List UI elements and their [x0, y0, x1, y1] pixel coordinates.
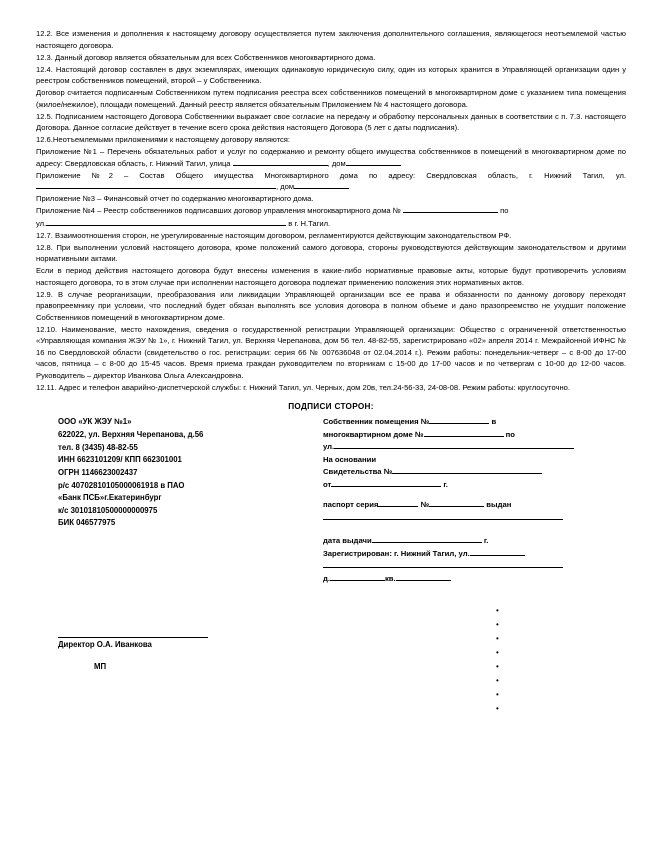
clause-12-8-note: Если в период действия настоящего договора будут внесены изменения в какие-либо нормативные правовые акты, которые будут противоречить условиям настоящего договора, то в этом случае при исполнении настоящего договора подлежат применению положения этих нормативных актов.: [36, 266, 626, 287]
owner-passport-number-label: №: [420, 500, 430, 510]
owner-certificate-label: Свидетельства №: [322, 467, 393, 477]
clause-12-10: 12.10. Наименование, место нахождения, сведения о государственной регистрации Управляющей организации: Общество с ограниченной ответственностью «Управляющая компания ЖЭУ № 1», г. Нижний Тагил, ул. Верхняя Черепанова, дом 56 тел. 48-82-55, зарегистрировано «02» апреля 2014 г. Межрайонной ИФНС № 16 по Свердловской области (свидетельство о гос. регистрации: серия 66 № 007636048 от 02.04.2014 г.). Режим работы: понедельник-четверг – с 8-00 до 17-00 часов, пятница – с 8-00 до 15-45 часов. Время приема граждан руководителем по вторникам с 15-00 до 17-00 часов и по четвергам с 10-00 до 12-00 часов. Руководитель – директор Иванкова Ольга Александровна.: [36, 324, 626, 380]
owner-signature-dots: [496, 604, 499, 716]
attachment-2-text: Приложение №2 – Состав Общего имущества Многоквартирного дома по адресу: Свердловская область, г. Нижний Тагил, ул.: [36, 170, 626, 180]
clause-12-4: 12.4. Настоящий договор составлен в двух экземплярах, имеющих одинаковую юридическую силу, один из которых хранится в Управляющей организации один у реестром собственников помещений, второй – у Собственника.: [36, 64, 626, 86]
signature-columns: [36, 416, 626, 585]
owner-passport-series-blank: [378, 506, 418, 507]
owner-certificate-date-line: [323, 479, 626, 491]
company-account: р/с 40702810105000061918 в ПАО: [58, 480, 185, 490]
owner-issue-date-line: [323, 535, 626, 547]
company-corr-account: к/с 30101810500000000975: [58, 505, 158, 515]
owner-passport-line: [323, 499, 626, 511]
owner-apartment-label: кв.: [384, 573, 396, 583]
clause-12-2: 12.2. Все изменения и дополнения к настоящему договору осуществляется путем заключения дополнительного соглашения, являющегося неотъемлемой частью настоящего договора.: [36, 29, 626, 50]
owner-building-label: многоквартирном доме №: [322, 429, 424, 439]
attachment-3: Приложение №3 – Финансовый отчет по содержанию многоквартирного дома.: [36, 194, 314, 204]
dot-5: •: [496, 662, 499, 671]
owner-apartment-line: [323, 573, 626, 585]
attachment-4-street-blank: [46, 225, 286, 226]
owner-registered-line: [323, 548, 626, 560]
attachment-2-street-blank: [36, 188, 276, 189]
owner-certificate-date-blank: [331, 486, 441, 487]
attachment-4: [36, 205, 626, 217]
contract-body: [36, 28, 626, 393]
director-signature-line: [36, 637, 626, 649]
attachment-2: [36, 170, 626, 193]
dot-1: •: [496, 606, 499, 615]
clause-12-11: 12.11. Адрес и телефон аварийно-диспетчерской службы: г. Нижний Тагил, ул. Черных, дом 20в, тел.24-56-33, 24-08-08. Режим работы: круглосуточно.: [36, 382, 570, 392]
owner-block: [323, 416, 626, 585]
signature-rule: [58, 637, 208, 638]
attachment-1-street-blank: [233, 165, 328, 166]
owner-apartment-blank: [396, 580, 451, 581]
company-address: 622022, ул. Верхняя Черепанова, д.56: [58, 430, 204, 440]
attachment-4-street-label: ул.: [36, 218, 47, 228]
dot-8: •: [496, 704, 499, 713]
company-bank: «Банк ПСБ»г.Екатеринбург: [58, 493, 162, 503]
attachment-4-po: по: [500, 206, 509, 216]
owner-passport-series-label: паспорт серия: [322, 500, 379, 510]
dot-6: •: [496, 676, 499, 685]
owner-passport-issuer-blank-line: [323, 512, 626, 524]
stamp-place: МП: [94, 662, 107, 672]
owner-street-line: [323, 441, 626, 453]
owner-registered-label: Зарегистрирован: г. Нижний Тагил, ул.: [322, 548, 470, 558]
dot-3: •: [496, 634, 499, 643]
attachment-4-street: [36, 218, 626, 230]
company-ogrn: ОГРН 1146623002437: [58, 467, 138, 477]
owner-premise-label: Собственник помещения №: [322, 417, 430, 427]
clause-12-8: 12.8. При выполнении условий настоящего договора, кроме положений самого договора, стороны руководствуются действующим законодательством и другими нормативными актами.: [36, 242, 626, 264]
attachment-1: [36, 146, 626, 169]
clause-12-6: 12.6.Неотъемлемыми приложениями к настоящему договору являются:: [36, 135, 291, 145]
owner-building-blank: [424, 436, 504, 437]
attachment-1-house-blank: [346, 165, 401, 166]
attachment-1-text: Приложение №1 – Перечень обязательных работ и услуг по содержанию и ремонту общего имущества собственников в помещений в многоквартирном доме по адресу: Свердловская область, г. Нижний Тагил, улица: [36, 147, 626, 168]
attachment-4-city: в г. Н.Тагил.: [288, 218, 331, 228]
owner-registered-extra-blank: [323, 567, 563, 568]
owner-street-label: ул.: [322, 442, 335, 452]
owner-issue-date-blank: [372, 542, 482, 543]
signatures-heading: ПОДПИСИ СТОРОН:: [288, 402, 374, 412]
director-name: Директор О.А. Иванкова: [58, 640, 152, 650]
owner-certificate-blank: [392, 473, 542, 474]
owner-house-blank: [330, 580, 385, 581]
owner-registered-street-blank: [470, 555, 525, 556]
owner-street-blank: [334, 448, 574, 449]
dot-2: •: [496, 620, 499, 629]
owner-premise-in: в: [491, 417, 497, 427]
clause-12-5: 12.5. Подписанием настоящего Договора Собственники выражает свое согласие на передачу и обработку персональных данных в соответствии с п. 7.3. настоящего Договора. Данное согласие действует в течение всего срока действия настоящего Договора (5 лет с даты подписания).: [36, 111, 626, 133]
company-phone: тел. 8 (3435) 48-82-55: [58, 442, 138, 452]
dot-7: •: [496, 690, 499, 699]
owner-certificate-line: [323, 466, 626, 478]
attachment-2-house-blank: [294, 188, 349, 189]
attachment-1-house-label: , дом: [327, 158, 346, 168]
owner-certificate-from: от: [322, 479, 332, 489]
owner-premise-blank: [429, 423, 489, 424]
company-name: ООО «УК ЖЭУ №1»: [58, 417, 132, 427]
owner-house-label: д.: [322, 573, 330, 583]
owner-passport-issued-label: выдан: [486, 500, 512, 510]
owner-passport-issuer-blank: [323, 519, 563, 520]
attachment-2-house-label: , дом: [276, 182, 295, 192]
owner-building-line: [323, 429, 626, 441]
attachment-4-text: Приложение №4 – Реестр собственников подписавших договор управления многоквартирного дома №: [36, 206, 401, 216]
owner-premise-line: [323, 416, 626, 428]
owner-certificate-year: г.: [443, 479, 448, 489]
owner-issue-date-year: г.: [483, 536, 489, 546]
clause-12-7: 12.7. Взаимоотношения сторон, не урегулированные настоящим договором, регламентируются действующим законодательством РФ.: [36, 230, 512, 240]
owner-registered-blank-line: [323, 560, 626, 572]
owner-passport-number-blank: [429, 506, 484, 507]
clause-12-4-note: Договор считается подписанным Собственником путем подписания реестра всех собственников помещений в многоквартирном доме с указанием типа помещения (жилое/нежилое), площади помещений. Данный реестр является обязательным Приложением № 4 настоящего договора.: [36, 88, 626, 109]
management-company-block: [36, 416, 323, 585]
company-inn-kpp: ИНН 6623101209/ КПП 662301001: [58, 455, 182, 465]
company-bik: БИК 046577975: [58, 518, 116, 528]
dot-4: •: [496, 648, 499, 657]
owner-basis-label: На основании: [322, 454, 377, 464]
clause-12-9: 12.9. В случае реорганизации, преобразования или ликвидации Управляющей организации все ее права и обязанности по данному договору переходят правопреемнику при условии, что последний будет обязан выполнять все условия договора в полном объеме и дано празопреемство не ухудшит положение Собственников помещений в многоквартирном доме.: [36, 289, 626, 322]
attachment-4-number-blank: [403, 212, 498, 213]
owner-issue-date-label: дата выдачи: [322, 536, 372, 546]
clause-12-3: 12.3. Данный договор является обязательным для всех Собственников многоквартирного дома.: [36, 52, 376, 62]
owner-building-po: по: [505, 429, 515, 439]
